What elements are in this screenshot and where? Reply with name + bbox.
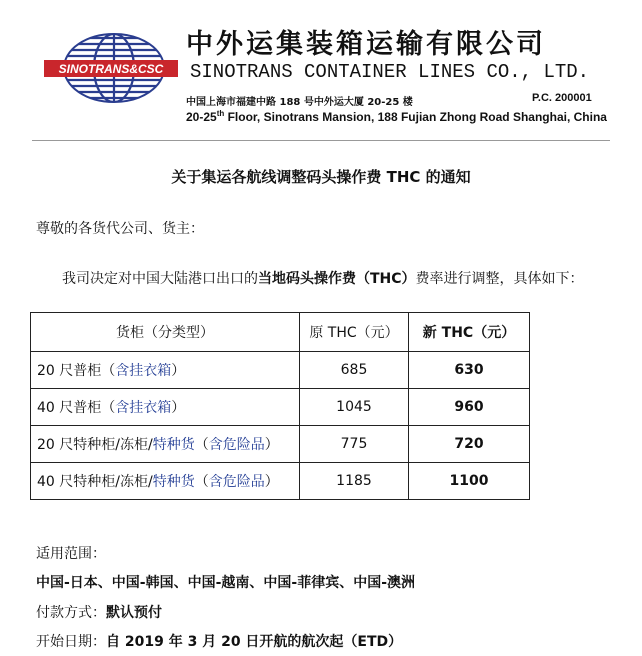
scope-label: 适用范围： [36,546,106,562]
company-name-cn: 中外运集装箱运输有限公司 [186,29,546,60]
old-thc-cell: 685 [300,352,409,389]
old-thc-cell: 775 [300,426,409,463]
scope-routes: 中国-日本、中国-韩国、中国-越南、中国-菲律宾、中国-澳洲 [36,575,416,591]
table-header-row [31,313,530,352]
start-date: 开始日期：自 2019 年 3 月 20 日开航的航次起（ETD） [36,634,403,650]
table-row [31,389,530,426]
container-type-cell: 20 尺特种柜/冻柜/特种货（含危险品） [31,426,300,463]
column-header-container-type: 货柜（分类型） [31,313,300,352]
new-thc-cell: 720 [409,426,530,463]
company-name-en: SINOTRANS CONTAINER LINES CO., LTD. [190,61,590,83]
payment-method: 付款方式：默认预付 [36,605,162,621]
notice-title: 关于集运各航线调整码头操作费 THC 的通知 [171,168,471,186]
sinotrans-csc-logo [42,30,180,114]
table-row [31,426,530,463]
new-thc-cell: 1100 [409,463,530,500]
old-thc-cell: 1045 [300,389,409,426]
old-thc-cell: 1185 [300,463,409,500]
svg-text:SINOTRANS&CSC: SINOTRANS&CSC [58,62,164,76]
column-header-new-thc: 新 THC（元） [409,313,530,352]
container-type-cell: 40 尺普柜（含挂衣箱） [31,389,300,426]
address-en: 20-25th Floor, Sinotrans Mansion, 188 Fujian Zhong Road Shanghai, China [186,109,607,124]
table-row [31,463,530,500]
header-divider [32,140,610,141]
postcode: P.C. 200001 [532,92,592,104]
address-cn: 中国上海市福建中路 188 号中外运大厦 20-25 楼 [186,97,413,108]
new-thc-cell: 630 [409,352,530,389]
container-type-cell: 40 尺特种柜/冻柜/特种货（含危险品） [31,463,300,500]
intro-paragraph: 我司决定对中国大陆港口出口的当地码头操作费（THC）费率进行调整，具体如下： [62,271,584,287]
greeting: 尊敬的各货代公司、货主： [36,221,204,237]
letterhead [0,0,642,135]
new-thc-cell: 960 [409,389,530,426]
column-header-old-thc: 原 THC（元） [300,313,409,352]
thc-rate-table [30,312,530,500]
container-type-cell: 20 尺普柜（含挂衣箱） [31,352,300,389]
table-row [31,352,530,389]
